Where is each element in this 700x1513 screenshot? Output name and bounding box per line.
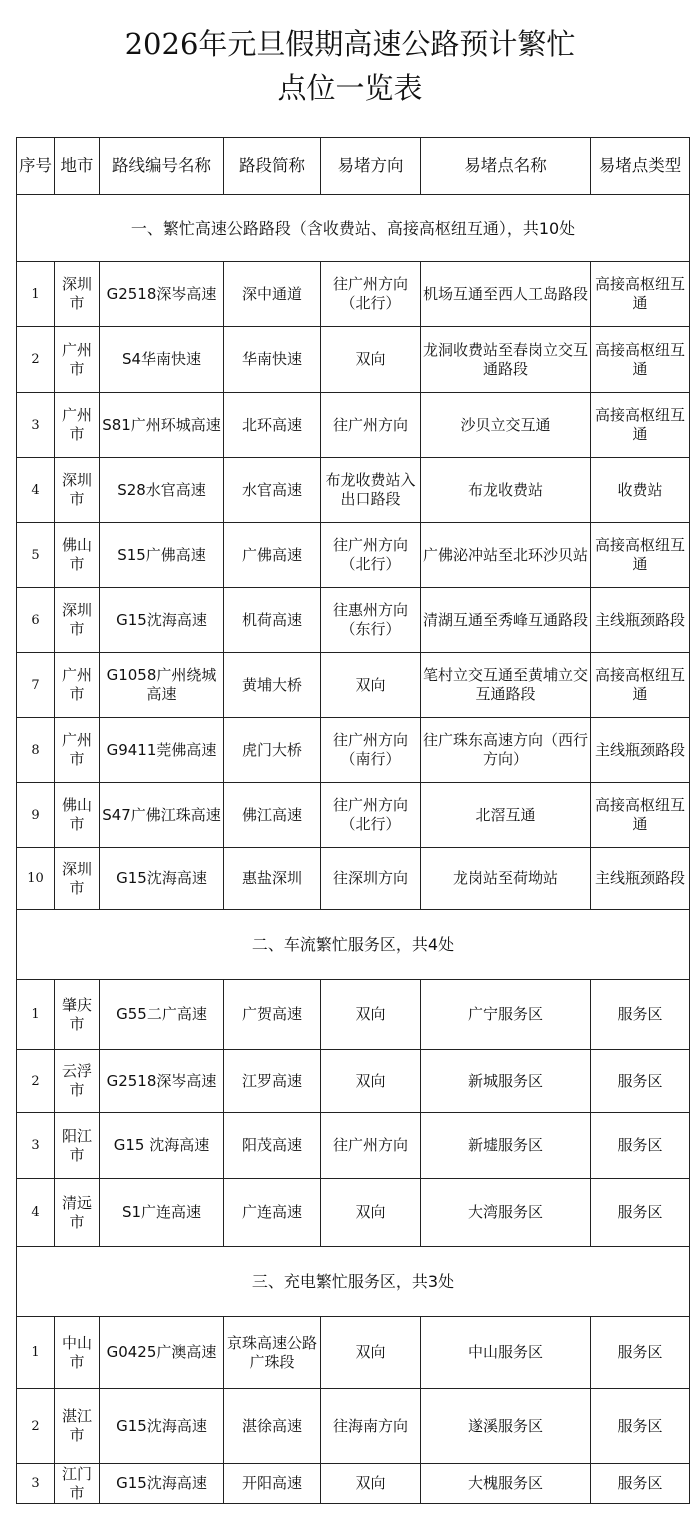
cell-route: S47广佛江珠高速	[100, 783, 224, 848]
table-row	[17, 718, 690, 783]
cell-point: 北滘互通	[421, 783, 591, 848]
cell-index: 8	[17, 718, 55, 783]
cell-city: 佛山市	[55, 523, 100, 588]
header-row	[17, 138, 690, 195]
cell-type: 高接高枢纽互通	[591, 523, 690, 588]
cell-segment: 广连高速	[224, 1179, 321, 1247]
section-title: 一、繁忙高速公路路段（含收费站、高接高枢纽互通），共10处	[17, 195, 690, 262]
cell-city: 深圳市	[55, 848, 100, 910]
cell-segment: 惠盐深圳	[224, 848, 321, 910]
cell-segment: 华南快速	[224, 327, 321, 393]
cell-segment: 黄埔大桥	[224, 653, 321, 718]
cell-point: 清湖互通至秀峰互通路段	[421, 588, 591, 653]
section-row	[17, 1247, 690, 1317]
cell-type: 服务区	[591, 1179, 690, 1247]
cell-segment: 佛江高速	[224, 783, 321, 848]
cell-index: 5	[17, 523, 55, 588]
section-title: 二、车流繁忙服务区，共4处	[17, 910, 690, 980]
header-cell-segment: 路段简称	[224, 138, 321, 195]
cell-index: 1	[17, 980, 55, 1050]
cell-city: 广州市	[55, 718, 100, 783]
cell-direction: 往惠州方向（东行）	[321, 588, 421, 653]
header-cell-type: 易堵点类型	[591, 138, 690, 195]
cell-route: G2518深岑高速	[100, 262, 224, 327]
cell-index: 1	[17, 1317, 55, 1389]
cell-direction: 双向	[321, 1179, 421, 1247]
cell-type: 服务区	[591, 980, 690, 1050]
cell-direction: 布龙收费站入出口路段	[321, 458, 421, 523]
table-row	[17, 1113, 690, 1179]
table-row	[17, 523, 690, 588]
cell-direction: 往海南方向	[321, 1389, 421, 1464]
cell-segment: 深中通道	[224, 262, 321, 327]
cell-index: 3	[17, 393, 55, 458]
cell-city: 广州市	[55, 327, 100, 393]
cell-direction: 往广州方向（北行）	[321, 523, 421, 588]
cell-segment: 虎门大桥	[224, 718, 321, 783]
cell-type: 服务区	[591, 1317, 690, 1389]
cell-city: 湛江市	[55, 1389, 100, 1464]
cell-point: 新墟服务区	[421, 1113, 591, 1179]
cell-type: 高接高枢纽互通	[591, 783, 690, 848]
cell-direction: 双向	[321, 1464, 421, 1504]
cell-route: G9411莞佛高速	[100, 718, 224, 783]
table-row	[17, 458, 690, 523]
cell-city: 深圳市	[55, 588, 100, 653]
cell-city: 深圳市	[55, 262, 100, 327]
document-title	[0, 22, 700, 110]
cell-segment: 阳茂高速	[224, 1113, 321, 1179]
cell-segment: 开阳高速	[224, 1464, 321, 1504]
table-row	[17, 1464, 690, 1504]
cell-type: 高接高枢纽互通	[591, 393, 690, 458]
table-row	[17, 653, 690, 718]
cell-route: G0425广澳高速	[100, 1317, 224, 1389]
cell-type: 高接高枢纽互通	[591, 262, 690, 327]
cell-route: G1058广州绕城高速	[100, 653, 224, 718]
cell-type: 高接高枢纽互通	[591, 327, 690, 393]
cell-point: 遂溪服务区	[421, 1389, 591, 1464]
cell-route: G15沈海高速	[100, 1464, 224, 1504]
cell-city: 佛山市	[55, 783, 100, 848]
cell-type: 主线瓶颈路段	[591, 718, 690, 783]
cell-route: S1广连高速	[100, 1179, 224, 1247]
cell-route: S28水官高速	[100, 458, 224, 523]
cell-point: 机场互通至西人工岛路段	[421, 262, 591, 327]
cell-direction: 双向	[321, 1317, 421, 1389]
cell-index: 3	[17, 1113, 55, 1179]
cell-segment: 广佛高速	[224, 523, 321, 588]
cell-direction: 双向	[321, 653, 421, 718]
cell-city: 清远市	[55, 1179, 100, 1247]
cell-type: 服务区	[591, 1389, 690, 1464]
cell-city: 广州市	[55, 653, 100, 718]
cell-city: 云浮市	[55, 1050, 100, 1113]
cell-point: 广宁服务区	[421, 980, 591, 1050]
cell-point: 往广珠东高速方向（西行方向）	[421, 718, 591, 783]
cell-city: 深圳市	[55, 458, 100, 523]
cell-route: G2518深岑高速	[100, 1050, 224, 1113]
cell-direction: 往广州方向（南行）	[321, 718, 421, 783]
cell-segment: 湛徐高速	[224, 1389, 321, 1464]
cell-segment: 江罗高速	[224, 1050, 321, 1113]
table-row	[17, 848, 690, 910]
table-row	[17, 1179, 690, 1247]
congestion-table	[16, 137, 690, 1504]
cell-route: S15广佛高速	[100, 523, 224, 588]
cell-segment: 广贺高速	[224, 980, 321, 1050]
table-body	[17, 195, 690, 1504]
cell-route: G15沈海高速	[100, 848, 224, 910]
cell-type: 服务区	[591, 1464, 690, 1504]
cell-segment: 北环高速	[224, 393, 321, 458]
table-row	[17, 783, 690, 848]
cell-direction: 往深圳方向	[321, 848, 421, 910]
cell-type: 主线瓶颈路段	[591, 588, 690, 653]
cell-type: 收费站	[591, 458, 690, 523]
header-cell-index: 序号	[17, 138, 55, 195]
cell-index: 6	[17, 588, 55, 653]
cell-index: 7	[17, 653, 55, 718]
section-title: 三、充电繁忙服务区，共3处	[17, 1247, 690, 1317]
cell-direction: 往广州方向	[321, 1113, 421, 1179]
cell-city: 中山市	[55, 1317, 100, 1389]
table-row	[17, 1317, 690, 1389]
cell-route: G55二广高速	[100, 980, 224, 1050]
cell-city: 广州市	[55, 393, 100, 458]
cell-index: 2	[17, 327, 55, 393]
cell-direction: 双向	[321, 1050, 421, 1113]
cell-route: G15沈海高速	[100, 588, 224, 653]
header-cell-city: 地市	[55, 138, 100, 195]
cell-point: 龙洞收费站至春岗立交互通路段	[421, 327, 591, 393]
table-row	[17, 393, 690, 458]
cell-index: 9	[17, 783, 55, 848]
table-row	[17, 1389, 690, 1464]
header-cell-direction: 易堵方向	[321, 138, 421, 195]
cell-point: 广佛泌冲站至北环沙贝站	[421, 523, 591, 588]
cell-route: S81广州环城高速	[100, 393, 224, 458]
cell-route: G15沈海高速	[100, 1389, 224, 1464]
table-row	[17, 262, 690, 327]
cell-index: 10	[17, 848, 55, 910]
cell-point: 龙岗站至荷坳站	[421, 848, 591, 910]
title-line-1: 2026年元旦假期高速公路预计繁忙	[124, 27, 576, 61]
cell-route: S4华南快速	[100, 327, 224, 393]
cell-index: 4	[17, 1179, 55, 1247]
cell-index: 1	[17, 262, 55, 327]
cell-city: 阳江市	[55, 1113, 100, 1179]
cell-index: 2	[17, 1389, 55, 1464]
cell-index: 4	[17, 458, 55, 523]
cell-point: 笔村立交互通至黄埔立交互通路段	[421, 653, 591, 718]
cell-city: 江门市	[55, 1464, 100, 1504]
cell-point: 中山服务区	[421, 1317, 591, 1389]
cell-type: 服务区	[591, 1113, 690, 1179]
table-row	[17, 588, 690, 653]
cell-type: 主线瓶颈路段	[591, 848, 690, 910]
section-row	[17, 910, 690, 980]
cell-direction: 往广州方向	[321, 393, 421, 458]
cell-direction: 往广州方向（北行）	[321, 262, 421, 327]
cell-direction: 往广州方向（北行）	[321, 783, 421, 848]
cell-point: 大湾服务区	[421, 1179, 591, 1247]
cell-index: 3	[17, 1464, 55, 1504]
cell-point: 沙贝立交互通	[421, 393, 591, 458]
cell-segment: 水官高速	[224, 458, 321, 523]
cell-city: 肇庆市	[55, 980, 100, 1050]
table-row	[17, 1050, 690, 1113]
cell-segment: 机荷高速	[224, 588, 321, 653]
cell-type: 高接高枢纽互通	[591, 653, 690, 718]
table-row	[17, 980, 690, 1050]
cell-route: G15 沈海高速	[100, 1113, 224, 1179]
header-cell-route: 路线编号名称	[100, 138, 224, 195]
cell-direction: 双向	[321, 327, 421, 393]
cell-type: 服务区	[591, 1050, 690, 1113]
cell-direction: 双向	[321, 980, 421, 1050]
cell-point: 布龙收费站	[421, 458, 591, 523]
cell-point: 新城服务区	[421, 1050, 591, 1113]
cell-index: 2	[17, 1050, 55, 1113]
title-line-2: 点位一览表	[277, 71, 423, 105]
table-row	[17, 327, 690, 393]
cell-point: 大槐服务区	[421, 1464, 591, 1504]
header-cell-point: 易堵点名称	[421, 138, 591, 195]
section-row	[17, 195, 690, 262]
cell-segment: 京珠高速公路广珠段	[224, 1317, 321, 1389]
